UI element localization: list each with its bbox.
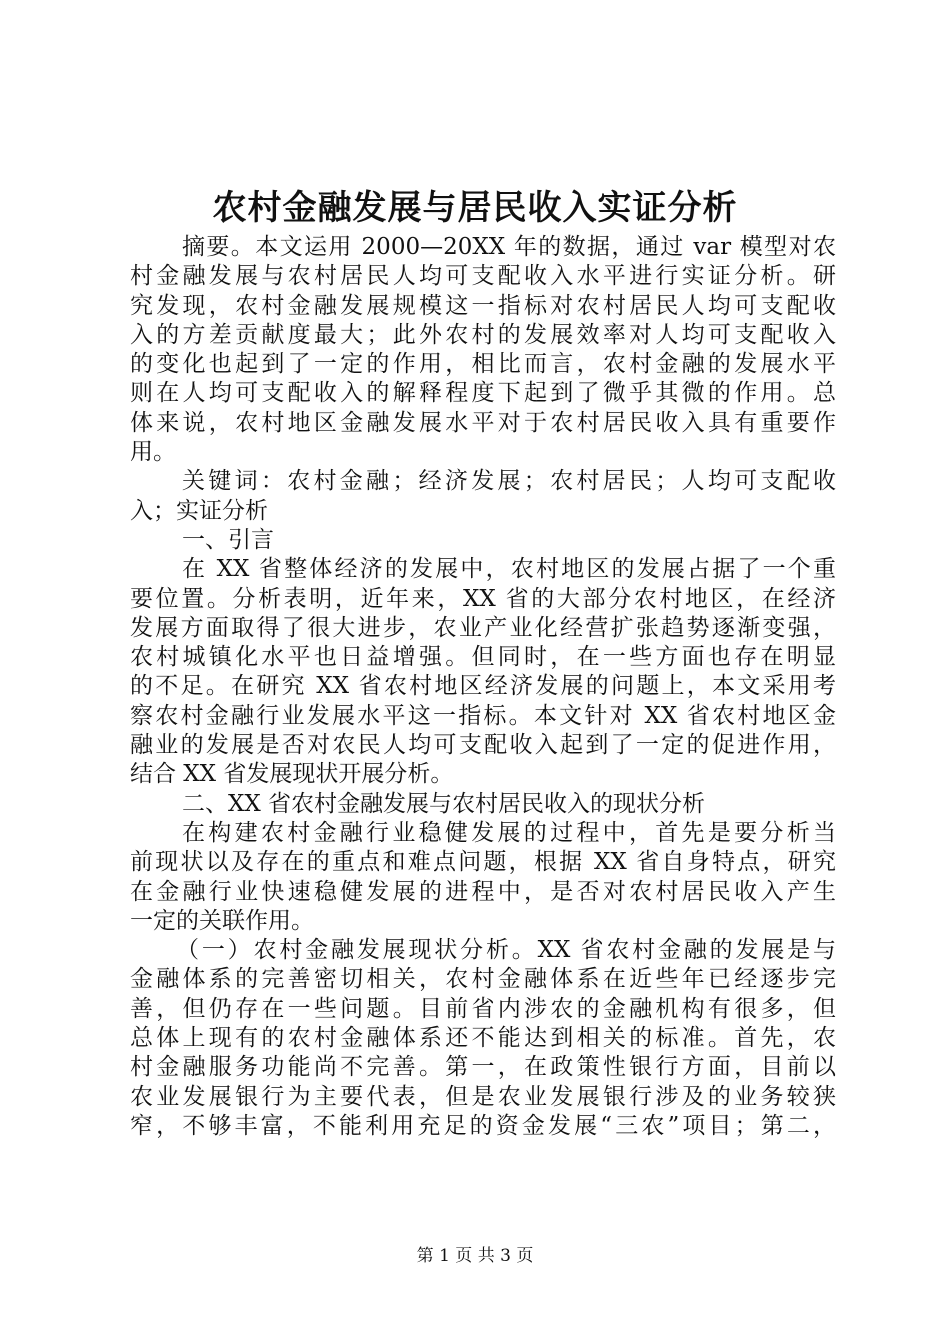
text-line: 则在人均可支配收入的解释程度下起到了微乎其微的作用。总 — [130, 380, 836, 407]
text-line: 入的方差贡献度最大；此外农村的发展效率对人均可支配收入 — [130, 321, 836, 348]
text-line: 融业的发展是否对农民人均可支配收入起到了一定的促进作用， — [130, 732, 836, 759]
text-line: 关键词：农村金融；经济发展；农村居民；人均可支配收 — [182, 468, 836, 495]
text-line: 善，但仍存在一些问题。目前省内涉农的金融机构有很多，但 — [130, 995, 836, 1022]
text-line: 在构建农村金融行业稳健发展的过程中，首先是要分析当 — [182, 819, 836, 846]
text-line: 前现状以及存在的重点和难点问题，根据 XX 省自身特点，研究 — [130, 849, 836, 876]
text-line: 窄，不够丰富，不能利用充足的资金发展“三农”项目；第二， — [130, 1112, 836, 1139]
text-line: 摘要。本文运用 2000—20XX 年的数据，通过 var 模型对农 — [182, 234, 836, 260]
section-heading: 二、XX 省农村金融发展与农村居民收入的现状分析 — [182, 790, 706, 817]
text-line: 一定的关联作用。 — [130, 907, 314, 934]
text-line: 的变化也起到了一定的作用，相比而言，农村金融的发展水平 — [130, 351, 836, 378]
text-line: 体来说，农村地区金融发展水平对于农村居民收入具有重要作 — [130, 409, 836, 436]
text-line: 总体上现有的农村金融体系还不能达到相关的标准。首先，农 — [130, 1025, 836, 1052]
text-line: 在金融行业快速稳健发展的进程中，是否对农村居民收入产生 — [130, 878, 836, 905]
section-heading: 一、引言 — [182, 526, 274, 553]
document-title: 农村金融发展与居民收入实证分析 — [212, 188, 738, 228]
text-line: 入；实证分析 — [130, 497, 268, 524]
text-line: 发展方面取得了很大进步，农业产业化经营扩张趋势逐渐变强， — [130, 614, 836, 641]
text-line: 农村城镇化水平也日益增强。但同时，在一些方面也存在明显 — [130, 644, 836, 671]
text-line: 究发现，农村金融发展规模这一指标对农村居民人均可支配收 — [130, 292, 836, 319]
page-footer: 第 1 页 共 3 页 — [416, 1246, 534, 1266]
text-line: 村金融服务功能尚不完善。第一，在政策性银行方面，目前以 — [130, 1054, 836, 1081]
text-line: 在 XX 省整体经济的发展中，农村地区的发展占据了一个重 — [182, 556, 836, 583]
text-line: 用。 — [130, 439, 176, 466]
text-line: 结合 XX 省发展现状开展分析。 — [130, 761, 454, 788]
text-line: 察农村金融行业发展水平这一指标。本文针对 XX 省农村地区金 — [130, 702, 836, 729]
text-line: （一）农村金融发展现状分析。XX 省农村金融的发展是与 — [176, 937, 836, 964]
text-line: 金融体系的完善密切相关，农村金融体系在近些年已经逐步完 — [130, 966, 836, 993]
text-line: 村金融发展与农村居民人均可支配收入水平进行实证分析。研 — [130, 263, 836, 290]
text-line: 要位置。分析表明，近年来，XX 省的大部分农村地区，在经济 — [130, 585, 836, 612]
text-line: 农业发展银行为主要代表，但是农业发展银行涉及的业务较狭 — [130, 1083, 836, 1110]
document-body — [130, 233, 836, 1141]
text-line: 的不足。在研究 XX 省农村地区经济发展的问题上，本文采用考 — [130, 673, 836, 700]
